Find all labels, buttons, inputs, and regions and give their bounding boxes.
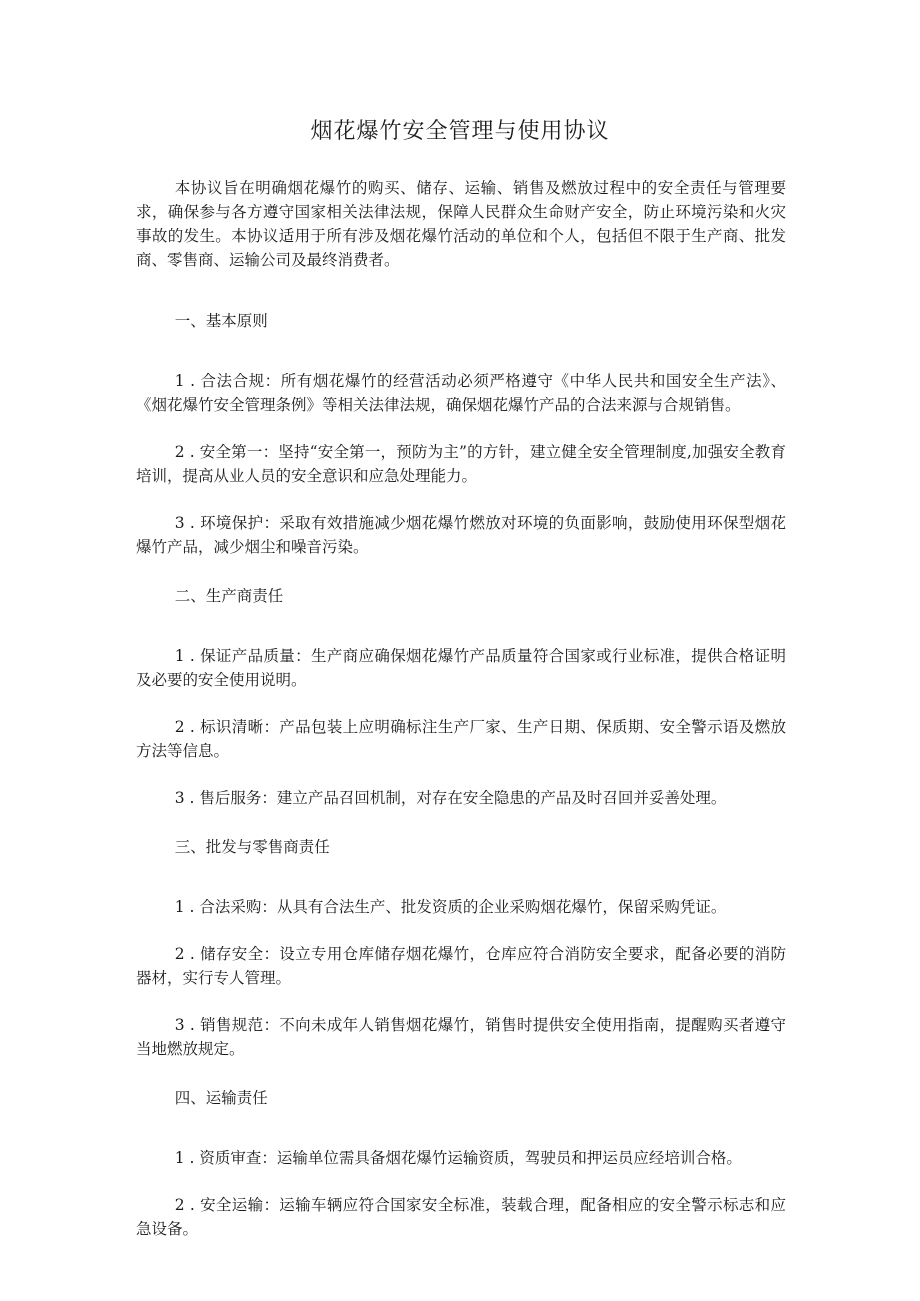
intro-paragraph: 本协议旨在明确烟花爆竹的购买、储存、运输、销售及燃放过程中的安全责任与管理要求，确保参与各方遵守国家相关法律法规，保障人民群众生命财产安全，防止环境污染和火灾事故的发生。本协议适用于所有涉及烟花爆竹活动的单位和个人，包括但不限于生产商、批发商、零售商、运输公司及最终消费者。 xyxy=(136,179,786,269)
section-item: 3 . 销售规范：不向未成年人销售烟花爆竹，销售时提供安全使用指南，提醒购买者遵守当地燃放规定。 xyxy=(136,1016,786,1058)
section-item: 3 . 环境保护：采取有效措施减少烟花爆竹燃放对环境的负面影响，鼓励使用环保型烟花爆竹产品，减少烟尘和噪音污染。 xyxy=(136,514,786,556)
section-manufacturer xyxy=(136,584,786,810)
section-item: 3 . 售后服务：建立产品召回机制，对存在安全隐患的产品及时召回并妥善处理。 xyxy=(174,789,727,807)
section-heading: 二、生产商责任 xyxy=(174,587,284,605)
document-body xyxy=(136,176,786,1264)
section-item: 1 . 合法合规：所有烟花爆竹的经营活动必须严格遵守《中华人民共和国安全生产法》、《烟花爆竹安全管理条例》等相关法律法规，确保烟花爆竹产品的合法来源与合规销售。 xyxy=(136,372,786,414)
section-basic-principles xyxy=(136,309,786,559)
section-item: 2 . 安全第一：坚持“安全第一，预防为主”的方针，建立健全安全管理制度,加强安全教育培训，提高从业人员的安全意识和应急处理能力。 xyxy=(136,443,786,485)
section-item: 2 . 标识清晰：产品包装上应明确标注生产厂家、生产日期、保质期、安全警示语及燃放方法等信息。 xyxy=(136,718,786,760)
section-item: 2 . 安全运输：运输车辆应符合国家安全标准，装载合理，配备相应的安全警示标志和应急设备。 xyxy=(136,1196,786,1238)
section-heading: 三、批发与零售商责任 xyxy=(174,838,330,856)
section-transport xyxy=(136,1086,786,1241)
section-wholesale-retail xyxy=(136,835,786,1061)
section-item: 1 . 合法采购：从具有合法生产、批发资质的企业采购烟花爆竹，保留采购凭证。 xyxy=(174,898,727,916)
section-heading: 一、基本原则 xyxy=(174,312,268,330)
section-item: 1 . 保证产品质量：生产商应确保烟花爆竹产品质量符合国家或行业标准，提供合格证明及必要的安全使用说明。 xyxy=(136,647,786,689)
section-heading: 四、运输责任 xyxy=(174,1089,268,1107)
section-item: 1 . 资质审查：运输单位需具备烟花爆竹运输资质，驾驶员和押运员应经培训合格。 xyxy=(174,1149,742,1167)
document-title: 烟花爆竹安全管理与使用协议 xyxy=(310,119,610,144)
section-item: 2 . 储存安全：设立专用仓库储存烟花爆竹，仓库应符合消防安全要求，配备必要的消防器材，实行专人管理。 xyxy=(136,945,786,987)
